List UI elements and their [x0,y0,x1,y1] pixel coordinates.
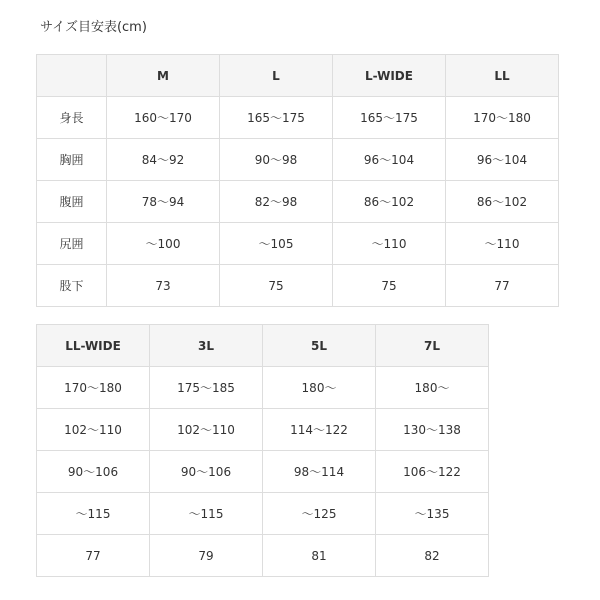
table-cell: 78〜94 [107,181,220,223]
table-cell: 81 [263,535,376,577]
table-cell: 170〜180 [446,97,559,139]
size-table-1 [36,54,559,307]
table-cell: 79 [150,535,263,577]
column-header: LL [446,55,559,97]
table-row [37,97,559,139]
table-cell: 〜125 [263,493,376,535]
table-cell: 〜110 [333,223,446,265]
table-row [37,535,489,577]
table-cell: 77 [446,265,559,307]
corner-cell [37,55,107,97]
table-cell: 〜100 [107,223,220,265]
table-cell: 〜115 [37,493,150,535]
table-cell: 75 [333,265,446,307]
table-cell: 77 [37,535,150,577]
page-title: サイズ目安表(cm) [40,20,147,35]
table-cell: 90〜106 [150,451,263,493]
row-label: 腹囲 [37,181,107,223]
column-header: 5L [263,325,376,367]
table-cell: 180〜 [263,367,376,409]
table-row [37,181,559,223]
table-row [37,493,489,535]
table-row [37,367,489,409]
table-cell: 98〜114 [263,451,376,493]
row-label: 尻囲 [37,223,107,265]
row-label: 胸囲 [37,139,107,181]
table-row [37,139,559,181]
table-cell: 〜135 [376,493,489,535]
table-cell: 86〜102 [333,181,446,223]
table-cell: 114〜122 [263,409,376,451]
table-cell: 106〜122 [376,451,489,493]
table-cell: 〜110 [446,223,559,265]
row-label: 身長 [37,97,107,139]
header-row [37,55,559,97]
table-cell: 84〜92 [107,139,220,181]
table-cell: 〜115 [150,493,263,535]
table-row [37,265,559,307]
row-label: 股下 [37,265,107,307]
column-header: M [107,55,220,97]
table-cell: 165〜175 [220,97,333,139]
column-header: L [220,55,333,97]
table-row [37,223,559,265]
table-cell: 96〜104 [446,139,559,181]
size-table-2 [36,324,489,577]
column-header: LL-WIDE [37,325,150,367]
table-row [37,451,489,493]
column-header: L-WIDE [333,55,446,97]
table-cell: 73 [107,265,220,307]
table-cell: 〜105 [220,223,333,265]
table-cell: 160〜170 [107,97,220,139]
table-cell: 82 [376,535,489,577]
table-cell: 170〜180 [37,367,150,409]
table-cell: 75 [220,265,333,307]
column-header: 3L [150,325,263,367]
table-cell: 102〜110 [150,409,263,451]
table-cell: 82〜98 [220,181,333,223]
table-cell: 175〜185 [150,367,263,409]
column-header: 7L [376,325,489,367]
table-cell: 130〜138 [376,409,489,451]
table-cell: 180〜 [376,367,489,409]
table-cell: 86〜102 [446,181,559,223]
table-cell: 102〜110 [37,409,150,451]
table-cell: 90〜106 [37,451,150,493]
table-cell: 165〜175 [333,97,446,139]
header-row [37,325,489,367]
table-cell: 90〜98 [220,139,333,181]
table-row [37,409,489,451]
table-cell: 96〜104 [333,139,446,181]
